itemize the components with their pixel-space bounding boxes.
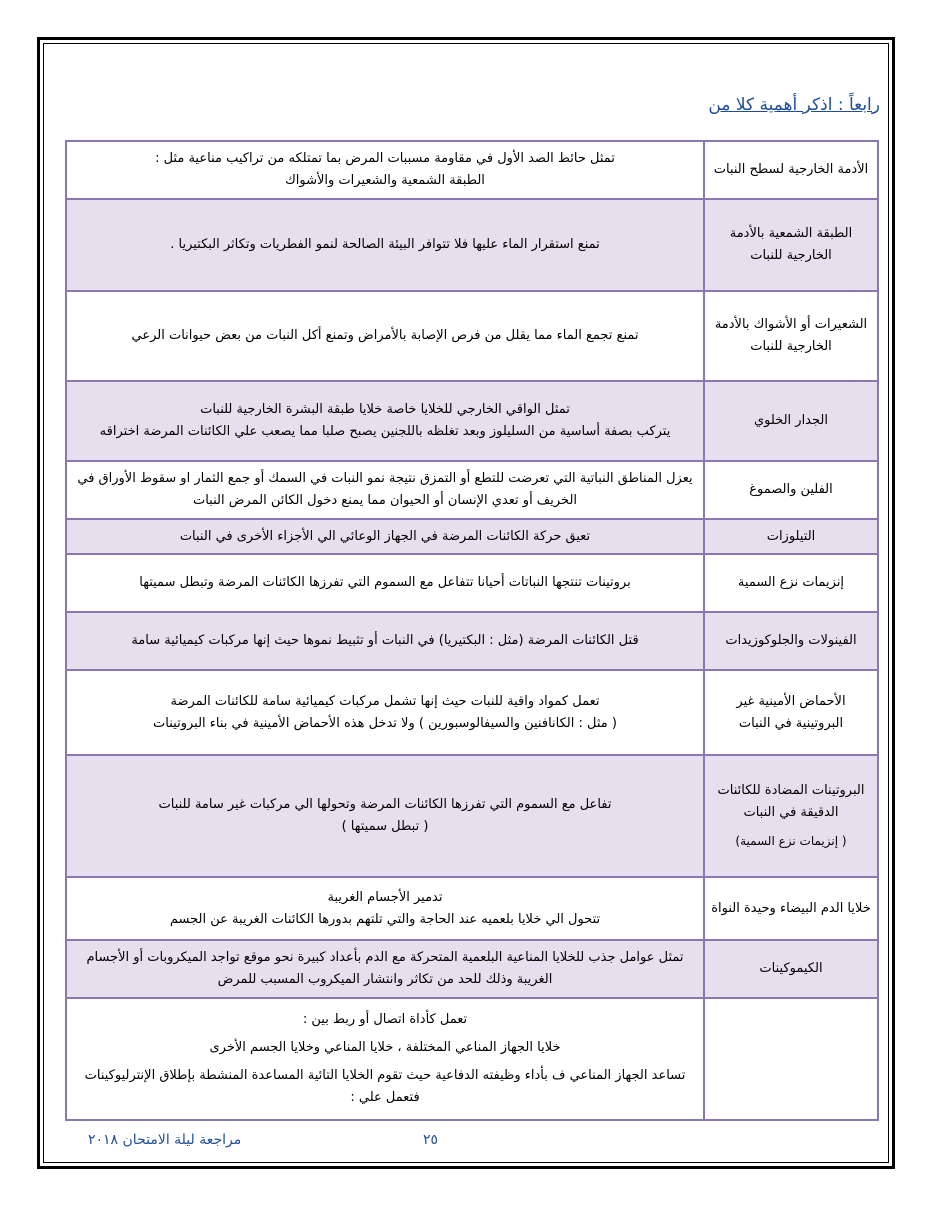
term-cell: الطبقة الشمعية بالأدمة الخارجية للنبات [704, 199, 878, 291]
term-cell: الفلين والصموغ [704, 461, 878, 519]
description-cell: تمنع تجمع الماء مما يقلل من فرص الإصابة بالأمراض وتمنع أكل النبات من بعض حيوانات الرعي [66, 291, 704, 381]
description-cell: تفاعل مع السموم التي تفرزها الكائنات المرضة وتحولها الي مركبات غير سامة للنبات ( تبطل سميتها ) [66, 755, 704, 877]
term-cell: إنزيمات نزع السمية [704, 554, 878, 612]
table-row [66, 199, 878, 291]
term-cell [704, 755, 878, 877]
term-cell: خلايا الدم البيضاء وحيدة النواة [704, 877, 878, 940]
description-cell: قتل الكائنات المرضة (مثل : البكتيريا) في النبات أو تثبيط نموها حيث إنها مركبات كيميائية سامة [66, 612, 704, 670]
description-cell: تعيق حركة الكائنات المرضة في الجهاز الوعائي الي الأجزاء الأخرى في النبات [66, 519, 704, 554]
table-row [66, 877, 878, 940]
term-note: ( إنزيمات نزع السمية) [735, 834, 847, 848]
term-cell [704, 998, 878, 1120]
term-cell: الجدار الخلوي [704, 381, 878, 461]
description-cell: تمثل حائط الصد الأول في مقاومة مسببات المرض بما تمتلكه من تراكيب مناعية مثل : الطبقة الشمعية والشعيرات والأشواك [66, 141, 704, 199]
importance-table [65, 140, 879, 1121]
description-cell: تدمير الأجسام الغريبة تتحول الي خلايا بلعميه عند الحاجة والتي تلتهم بدورها الكائنات الغريبة عن الجسم [66, 877, 704, 940]
table-row [66, 461, 878, 519]
term-cell: الأدمة الخارجية لسطح النبات [704, 141, 878, 199]
section-heading: رابعاً : اذكر أهمية كلا من [708, 95, 880, 115]
table-row [66, 519, 878, 554]
description-cell: بروتينات تنتجها النباتات أحيانا تتفاعل مع السموم التي تفرزها الكائنات المرضة وتبطل سميتها [66, 554, 704, 612]
table-row [66, 940, 878, 998]
page-number: ٢٥ [423, 1132, 439, 1148]
table-row [66, 755, 878, 877]
description-cell: تعمل كأداة اتصال أو ربط بين : خلايا الجهاز المناعي المختلفة ، خلايا المناعي وخلايا الجسم الأخرى تساعد الجهاز المناعي ف بأداء وظيفته الدفاعية حيث تقوم الخلايا التائية المساعدة المنشطة بإطلاق الإنترليوكينات فتعمل علي : [66, 998, 704, 1120]
description-cell: يعزل المناطق النباتية التي تعرضت للتطع أو التمزق نتيجة نمو النبات في السمك أو جمع الثمار او سقوط الأوراق في الخريف أو تعدي الإنسان أو الحيوان مما يمنع دخول الكائن المرض النبات [66, 461, 704, 519]
table-row [66, 670, 878, 755]
description-cell: تعمل كمواد واقية للنبات حيث إنها تشمل مركبات كيميائية سامة للكائنات المرضة ( مثل : الكانافنين والسيفالوسبورين ) ولا تدخل هذه الأحماض الأمينية في بناء البروتينات [66, 670, 704, 755]
table-row [66, 554, 878, 612]
description-cell: تمثل عوامل جذب للخلايا المناعية البلعمية المتحركة مع الدم بأعداد كبيرة نحو موقع تواجد الميكروبات أو الأجسام الغريبة وذلك للحد من تكاثر وانتشار الميكروب المسبب للمرض [66, 940, 704, 998]
table-row [66, 291, 878, 381]
table-row [66, 141, 878, 199]
table-row [66, 998, 878, 1120]
footer-title: مراجعة ليلة الامتحان ٢٠١٨ [88, 1132, 242, 1148]
table-row [66, 612, 878, 670]
term-cell: الفينولات والجلوكوزيدات [704, 612, 878, 670]
term-text: البروتينات المضادة للكائنات الدقيقة في النبات [717, 783, 865, 820]
description-cell: تمثل الواقي الخارجي للخلايا خاصة خلايا طبقة البشرة الخارجية للنبات يتركب بصفة أساسية من السليلوز وبعد تغلظه باللجنين يصبح صلبا مما يصعب علي الكائنات المرضة اختراقه [66, 381, 704, 461]
table-row [66, 381, 878, 461]
description-cell: تمنع استقرار الماء عليها فلا تتوافر البيئة الصالحة لنمو الفطريات وتكاثر البكتيريا . [66, 199, 704, 291]
term-cell: الشعيرات أو الأشواك بالأدمة الخارجية للنبات [704, 291, 878, 381]
term-cell: الأحماض الأمينية غير البروتينية في النبات [704, 670, 878, 755]
term-cell: التيلوزات [704, 519, 878, 554]
term-cell: الكيموكينات [704, 940, 878, 998]
